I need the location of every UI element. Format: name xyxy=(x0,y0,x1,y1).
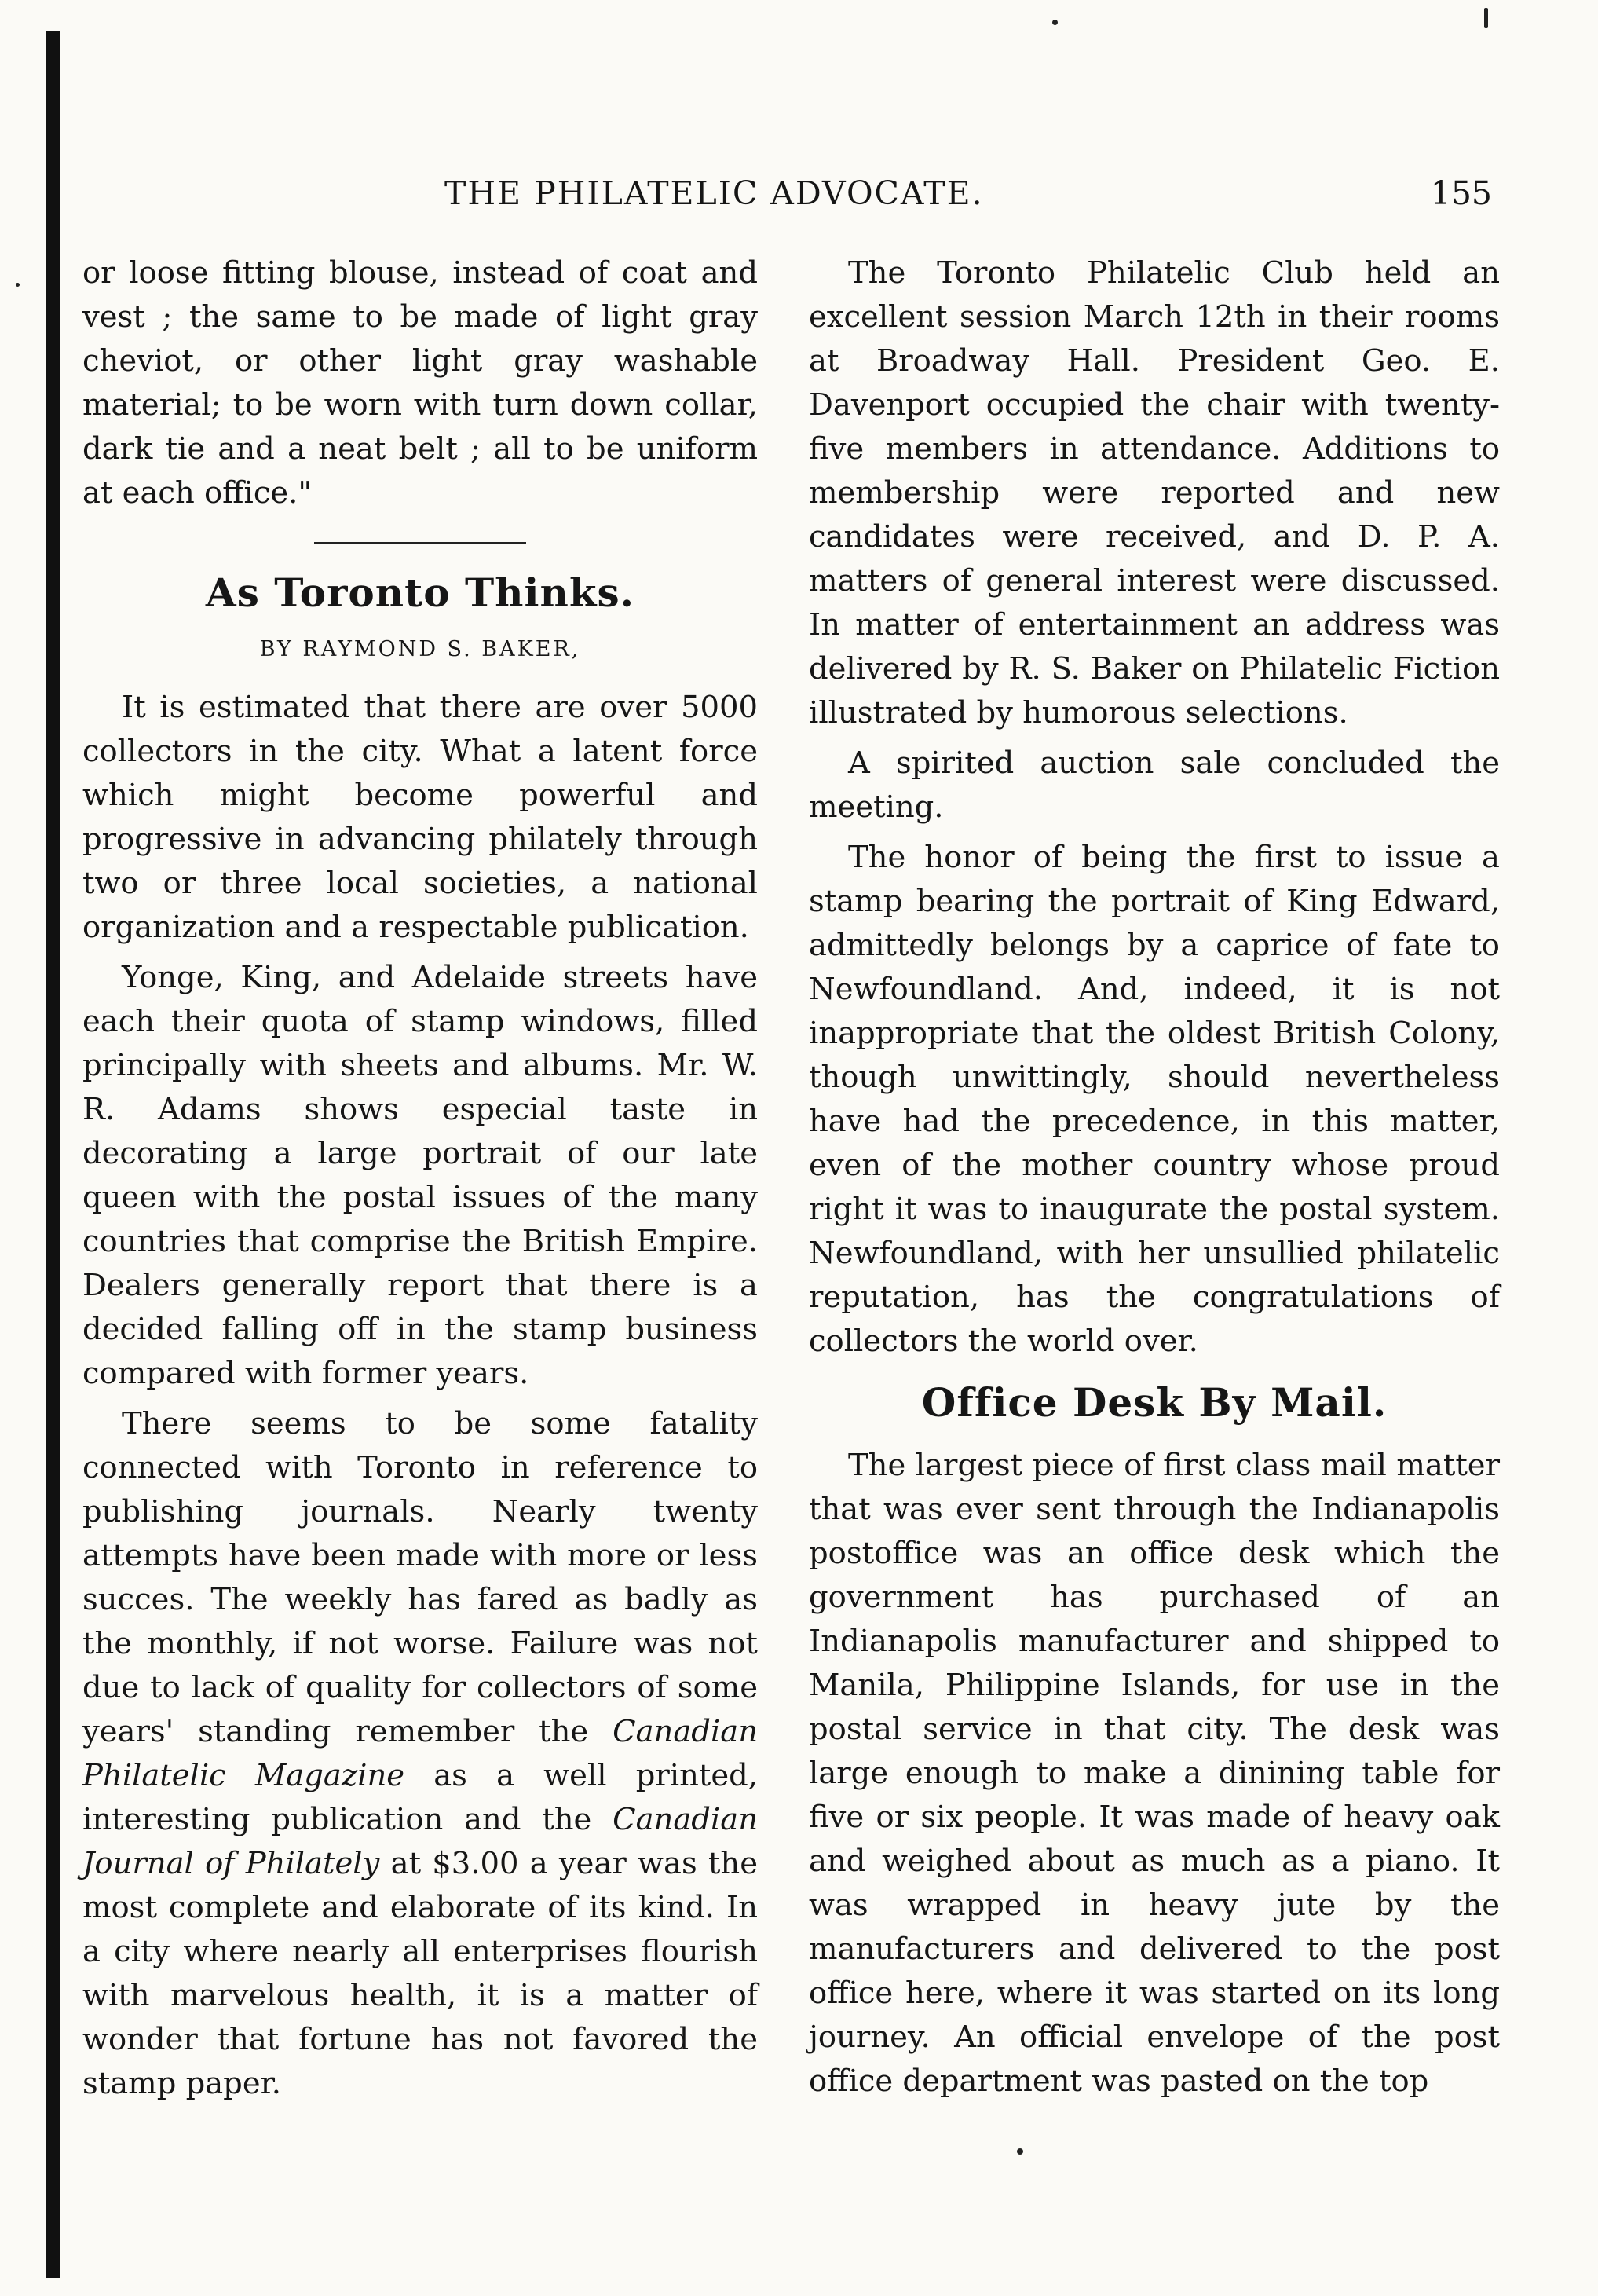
text-run: There seems to be some fatality connected with Toronto in reference to publishing journals. Nearly twenty attempts have been made with more or less succes. The weekly has fared as badly as the monthly, if not worse. Failure was not due to lack of quality for collectors of some years' standing remember the xyxy=(82,1406,758,1749)
paragraph: Yonge, King, and Adelaide streets have each their quota of stamp windows, filled principally with sheets and albums. Mr. W. R. Adams shows especial taste in decorating a large portrait of our late queen with the postal issues of the many countries that comprise the British Empire. Dealers generally report that there is a decided falling off in the stamp business compared with former years. xyxy=(82,960,758,1391)
paragraph: The Toronto Philatelic Club held an excellent session March 12th in their rooms at Broadway Hall. President Geo. E. Davenport occupied the chair with twenty-five members in attendance. Additions to membership were reported and new candidates were received, and D. P. A. matters of general interest were discussed. In matter of entertainment an address was delivered by R. S. Baker on Philatelic Fiction illustrated by humorous selections. xyxy=(809,255,1500,731)
article-title-desk: Office Desk By Mail. xyxy=(921,1379,1388,1426)
continued-paragraph: or loose fitting blouse, instead of coat and vest ; the same to be made of light gray cheviot, or other light gray washable material; to be worn with turn down collar, dark tie and a neat belt ; all to be uniform at each office." xyxy=(82,255,758,511)
print-speck xyxy=(1484,8,1488,28)
article-title-toronto: As Toronto Thinks. xyxy=(205,569,635,616)
right-column xyxy=(809,251,1500,2110)
text-run: at $3.00 a year was the most complete and elaborate of its kind. In a city where nearly all enterprises flourish with marvelous health, it is a matter of wonder that fortune has not favored the stamp paper. xyxy=(82,1846,758,2101)
print-speck xyxy=(1017,2148,1023,2155)
section-divider xyxy=(314,542,526,544)
running-title: THE PHILATELIC ADVOCATE. xyxy=(444,174,984,212)
page-header xyxy=(118,174,1492,218)
paragraph xyxy=(82,1402,758,2106)
paragraph: A spirited auction sale concluded the meeting. xyxy=(809,745,1500,825)
text-run: as a well printed, interesting publication and the xyxy=(82,1758,759,1837)
paragraph: The largest piece of first class mail matter that was ever sent through the Indianapolis postoffice was an office desk which the government has purchased of an Indianapolis manufacturer and shipped to Manila, Philippine Islands, for use in the postal service in that city. The desk was large enough to make a dinining table for five or six people. It was made of heavy oak and weighed about as much as a piano. It was wrapped in heavy jute by the manufacturers and delivered to the post office here, where it was started on its long journey. An official envelope of the post office department was pasted on the top xyxy=(809,1448,1500,2099)
article-byline: BY RAYMOND S. BAKER, xyxy=(259,637,581,661)
print-speck xyxy=(16,283,20,287)
publication-title: Canadian Philatelic Magazine xyxy=(82,1714,758,1793)
page-number: 155 xyxy=(1430,174,1492,212)
left-column xyxy=(82,251,758,2112)
print-speck xyxy=(1052,20,1058,25)
paragraph: The honor of being the first to issue a stamp bearing the portrait of King Edward, admittedly belongs by a caprice of fate to Newfoundland. And, indeed, it is not inappropriate that the oldest British Colony, though unwittingly, should nevertheless have had the precedence, in this matter, even of the mother country whose proud right it was to inaugurate the postal system. Newfoundland, with her unsullied philatelic reputation, has the congratulations of collectors the world over. xyxy=(809,840,1500,1359)
publication-title: Canadian Journal of Philately xyxy=(82,1802,758,1881)
binding-edge xyxy=(46,31,60,2278)
paragraph: It is estimated that there are over 5000 collectors in the city. What a latent force which might become powerful and progressive in advancing philately through two or three local societies, a national organization and a respectable publication. xyxy=(82,690,758,945)
